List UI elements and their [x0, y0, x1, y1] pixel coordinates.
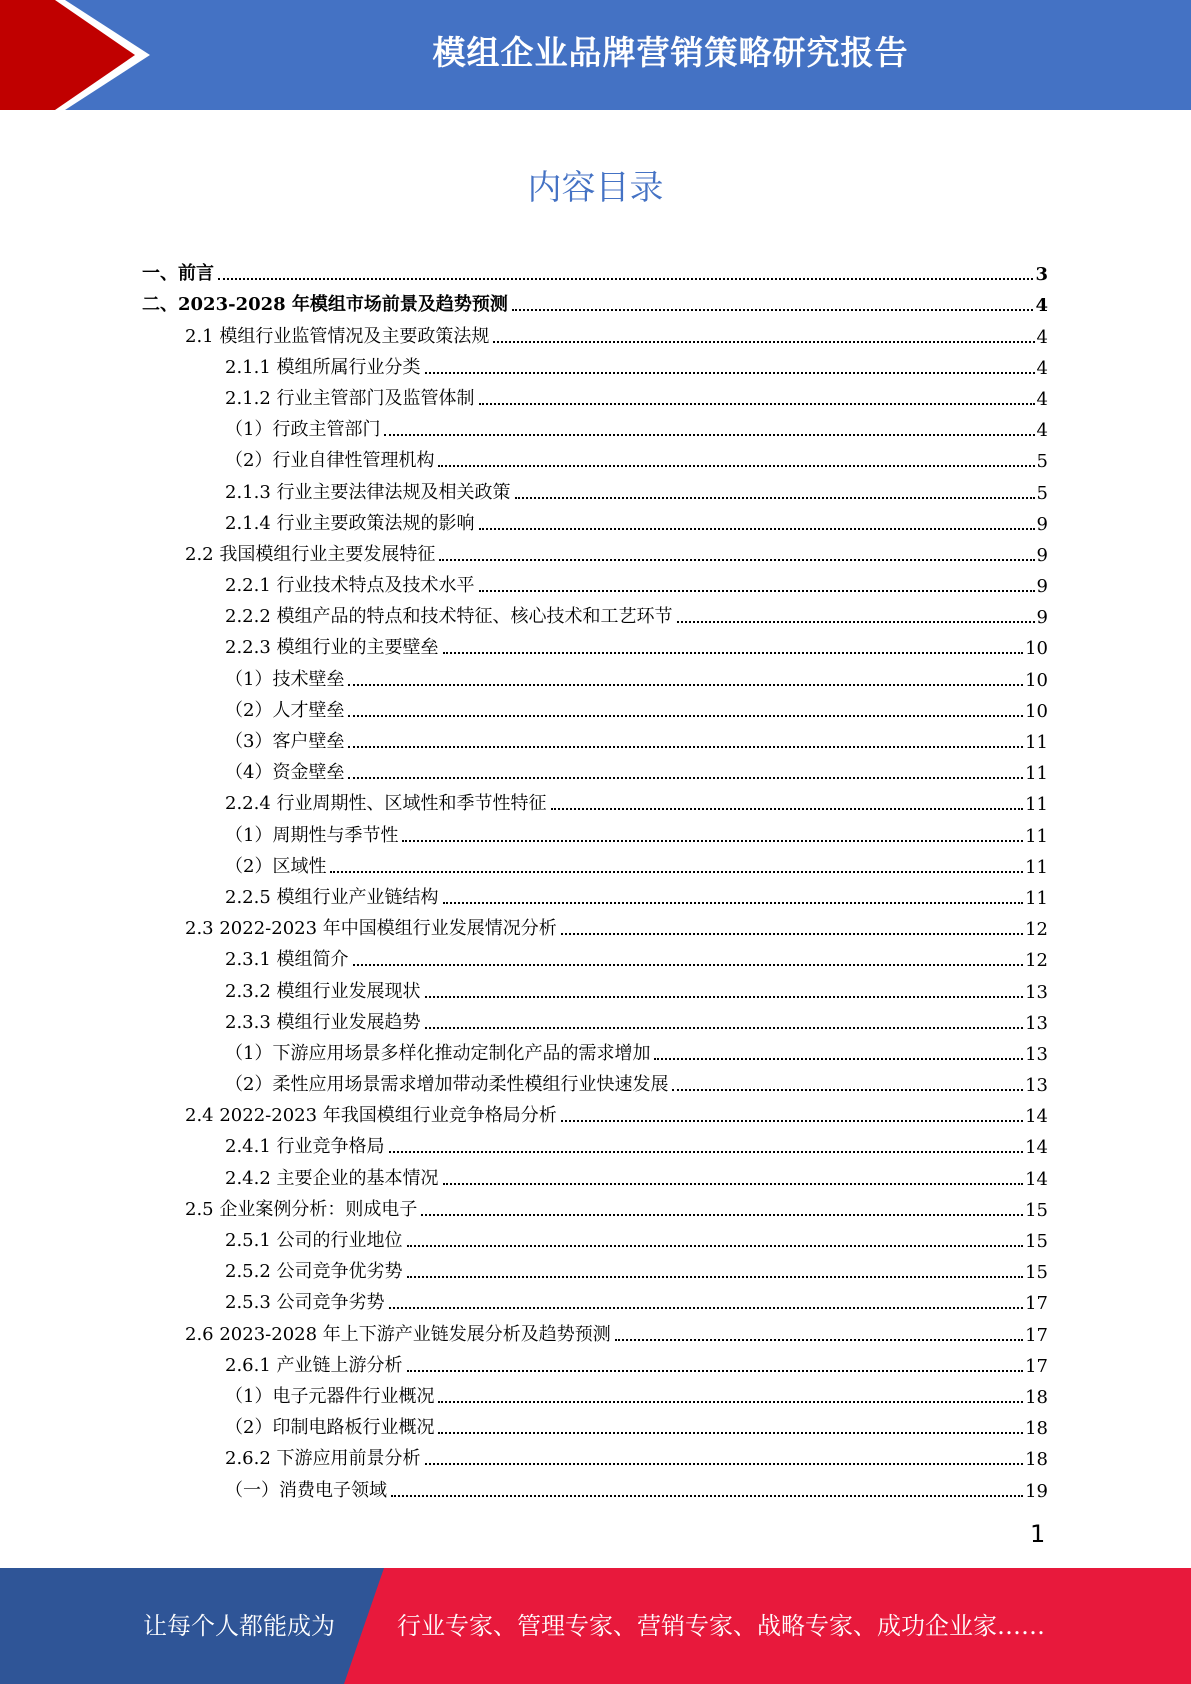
toc-entry-page: 3	[1035, 264, 1048, 286]
toc-entry-page: 12	[1025, 919, 1048, 941]
toc-entry[interactable]	[142, 441, 1048, 472]
toc-entry[interactable]	[142, 940, 1048, 971]
toc-entry-text: （1）周期性与季节性	[225, 824, 399, 846]
toc-entry-page: 4	[1036, 326, 1048, 348]
toc-entry[interactable]	[142, 504, 1048, 535]
toc-entry[interactable]	[142, 909, 1048, 940]
toc-entry-text: 2.1.1 模组所属行业分类	[225, 356, 421, 378]
dot-leader	[515, 497, 1035, 499]
dot-leader	[348, 777, 1023, 779]
dot-leader	[348, 715, 1023, 717]
dot-leader	[389, 1307, 1024, 1309]
toc-entry[interactable]	[142, 1127, 1048, 1158]
toc-entry[interactable]	[142, 628, 1048, 659]
toc-entry-page: 4	[1036, 357, 1048, 379]
dot-leader	[439, 559, 1034, 561]
toc-entry-page: 13	[1025, 1012, 1048, 1034]
toc-entry-text: 2.2.4 行业周期性、区域性和季节性特征	[225, 793, 547, 815]
toc-entry-text: 2.6.1 产业链上游分析	[225, 1354, 403, 1376]
toc-entry-text: 2.1 模组行业监管情况及主要政策法规	[185, 325, 490, 347]
dot-leader	[443, 1183, 1024, 1185]
dot-leader	[479, 403, 1035, 405]
dot-leader	[493, 341, 1034, 343]
toc-entry-page: 11	[1025, 887, 1048, 909]
dot-leader	[425, 996, 1024, 998]
toc-entry[interactable]	[142, 410, 1048, 441]
toc-entry[interactable]	[142, 1377, 1048, 1408]
toc-entry-text: 2.3.1 模组简介	[225, 949, 349, 971]
toc-entry-page: 5	[1036, 451, 1048, 473]
toc-entry-text: 2.4.2 主要企业的基本情况	[225, 1167, 439, 1189]
toc-entry[interactable]	[142, 1003, 1048, 1034]
toc-entry-text: 2.1.4 行业主要政策法规的影响	[225, 512, 475, 534]
table-of-contents	[142, 254, 1048, 1502]
footer-slogan-left: 让每个人都能成为	[143, 1612, 335, 1640]
toc-entry-text: （1）电子元器件行业概况	[225, 1385, 435, 1407]
footer-slogan-right: 行业专家、管理专家、营销专家、战略专家、成功企业家……	[397, 1612, 1045, 1640]
toc-entry-text: 2.2.5 模组行业产业链结构	[225, 886, 439, 908]
toc-entry-page: 18	[1025, 1386, 1048, 1408]
toc-entry-page: 17	[1025, 1355, 1048, 1377]
dot-leader	[551, 808, 1024, 810]
dot-leader	[391, 1495, 1023, 1497]
toc-entry-text: （2）印制电路板行业概况	[225, 1417, 435, 1439]
toc-entry[interactable]	[142, 1346, 1048, 1377]
dot-leader	[407, 1276, 1024, 1278]
toc-entry-page: 13	[1025, 1043, 1048, 1065]
dot-leader	[421, 1214, 1023, 1216]
toc-entry-page: 11	[1025, 825, 1048, 847]
toc-entry-page: 10	[1025, 700, 1048, 722]
toc-entry-page: 17	[1025, 1324, 1048, 1346]
dot-leader	[402, 840, 1023, 842]
toc-entry-page: 19	[1025, 1480, 1048, 1502]
dot-leader	[479, 590, 1035, 592]
toc-entry[interactable]	[142, 1065, 1048, 1096]
toc-entry[interactable]	[142, 1314, 1048, 1345]
toc-entry[interactable]	[142, 847, 1048, 878]
toc-entry-page: 5	[1036, 482, 1048, 504]
toc-entry-page: 9	[1036, 607, 1048, 629]
dot-leader	[330, 871, 1023, 873]
toc-entry-page: 14	[1025, 1137, 1048, 1159]
toc-entry-text: （3）客户壁垒	[225, 731, 345, 752]
toc-entry-text: 2.4 2022-2023 年我国模组行业竞争格局分析	[185, 1105, 557, 1127]
toc-entry-page: 11	[1025, 763, 1048, 785]
dot-leader	[438, 1401, 1023, 1403]
toc-entry[interactable]	[142, 1439, 1048, 1470]
toc-entry-text: （4）资金壁垒	[225, 762, 345, 784]
dot-leader	[425, 372, 1035, 374]
toc-entry-text: 2.5.1 公司的行业地位	[225, 1230, 403, 1251]
dot-leader	[384, 434, 1034, 436]
dot-leader	[348, 684, 1023, 686]
dot-leader	[438, 1432, 1023, 1434]
toc-entry-page: 9	[1036, 544, 1048, 566]
toc-entry-page: 10	[1025, 669, 1048, 691]
toc-entry-text: 2.4.1 行业竞争格局	[225, 1136, 385, 1158]
dot-leader	[561, 1120, 1023, 1122]
dot-leader	[438, 465, 1034, 467]
toc-entry[interactable]	[142, 971, 1048, 1002]
dot-leader	[407, 1370, 1024, 1372]
toc-entry-page: 18	[1025, 1418, 1048, 1440]
toc-entry-text: 2.1.2 行业主管部门及监管体制	[225, 387, 475, 409]
toc-entry-text: （2）行业自律性管理机构	[225, 450, 435, 472]
toc-entry-text: 2.2.3 模组行业的主要壁垒	[225, 637, 439, 659]
toc-entry[interactable]	[142, 1252, 1048, 1283]
toc-entry[interactable]	[142, 1283, 1048, 1314]
toc-entry-page: 13	[1025, 1075, 1048, 1097]
toc-entry-text: 2.2.1 行业技术特点及技术水平	[225, 575, 475, 597]
toc-entry-page: 9	[1036, 513, 1048, 535]
toc-entry-page: 11	[1025, 794, 1048, 816]
toc-entry-page: 4	[1036, 420, 1048, 442]
toc-entry[interactable]	[142, 254, 1048, 285]
dot-leader	[425, 1027, 1024, 1029]
toc-entry-text: 2.3.2 模组行业发展现状	[225, 980, 421, 1002]
toc-entry-text: 二、2023-2028 年模组市场前景及趋势预测	[142, 294, 508, 316]
dot-leader	[677, 621, 1035, 623]
toc-entry[interactable]	[142, 815, 1048, 846]
toc-entry-page: 17	[1025, 1293, 1048, 1315]
toc-entry-text: 2.6 2023-2028 年上下游产业链发展分析及趋势预测	[185, 1323, 611, 1345]
dot-leader	[654, 1058, 1023, 1060]
dot-leader	[407, 1245, 1024, 1247]
toc-entry-text: 2.1.3 行业主要法律法规及相关政策	[225, 481, 511, 503]
toc-entry[interactable]	[142, 753, 1048, 784]
toc-entry[interactable]	[142, 722, 1048, 753]
toc-entry-page: 10	[1025, 638, 1048, 660]
toc-entry[interactable]	[142, 1408, 1048, 1439]
toc-entry[interactable]	[142, 566, 1048, 597]
report-title: 模组企业品牌营销策略研究报告	[432, 33, 909, 72]
toc-entry-page: 12	[1025, 950, 1048, 972]
toc-entry-text: 2.5.3 公司竞争劣势	[225, 1292, 385, 1314]
dot-leader	[389, 1151, 1024, 1153]
toc-entry-text: 2.2.2 模组产品的特点和技术特征、核心技术和工艺环节	[225, 606, 673, 628]
toc-entry-page: 13	[1025, 981, 1048, 1003]
toc-entry-text: 一、前言	[142, 263, 214, 285]
toc-entry-page: 4	[1035, 295, 1048, 317]
toc-entry-page: 4	[1036, 388, 1048, 410]
toc-entry[interactable]	[142, 878, 1048, 909]
toc-entry-page: 14	[1025, 1106, 1048, 1128]
toc-entry-page: 15	[1025, 1199, 1048, 1221]
toc-entry-text: （1）下游应用场景多样化推动定制化产品的需求增加	[225, 1042, 651, 1064]
toc-entry[interactable]	[142, 1190, 1048, 1221]
toc-title: 内容目录	[527, 168, 664, 208]
footer-banner	[0, 1568, 1191, 1684]
dot-leader	[672, 1089, 1023, 1091]
dot-leader	[512, 309, 1034, 311]
toc-entry-text: 2.6.2 下游应用前景分析	[225, 1448, 421, 1470]
toc-entry-text: 2.3.3 模组行业发展趋势	[225, 1011, 421, 1033]
toc-entry[interactable]	[142, 691, 1048, 722]
toc-entry[interactable]	[142, 659, 1048, 690]
toc-entry-text: （1）技术壁垒	[225, 668, 345, 690]
toc-entry-page: 14	[1025, 1168, 1048, 1190]
toc-entry[interactable]	[142, 1221, 1048, 1252]
toc-entry[interactable]	[142, 1096, 1048, 1127]
toc-entry-page: 18	[1025, 1449, 1048, 1471]
toc-entry-text: （2）人才壁垒	[225, 699, 345, 721]
toc-entry-page: 11	[1025, 856, 1048, 878]
toc-entry[interactable]	[142, 1158, 1048, 1189]
dot-leader	[479, 528, 1035, 530]
toc-entry-page: 9	[1036, 576, 1048, 598]
toc-entry[interactable]	[142, 1034, 1048, 1065]
toc-entry[interactable]	[142, 348, 1048, 379]
toc-entry-text: 2.2 我国模组行业主要发展特征	[185, 543, 436, 565]
dot-leader	[425, 1463, 1024, 1465]
toc-entry[interactable]	[142, 285, 1048, 316]
dot-leader	[218, 278, 1033, 280]
toc-entry-text: （2）区域性	[225, 855, 327, 877]
dot-leader	[561, 933, 1023, 935]
toc-entry[interactable]	[142, 1470, 1048, 1501]
toc-entry-text: 2.5 企业案例分析：则成电子	[185, 1198, 418, 1220]
toc-entry[interactable]	[142, 597, 1048, 628]
page-number: 1	[1030, 1520, 1046, 1548]
dot-leader	[443, 902, 1024, 904]
toc-entry[interactable]	[142, 535, 1048, 566]
dot-leader	[353, 964, 1024, 966]
toc-entry-text: （一）消费电子领域	[225, 1479, 387, 1501]
toc-entry[interactable]	[142, 316, 1048, 347]
dot-leader	[615, 1339, 1023, 1341]
toc-entry[interactable]	[142, 784, 1048, 815]
toc-entry-page: 11	[1025, 732, 1048, 753]
toc-entry-text: 2.3 2022-2023 年中国模组行业发展情况分析	[185, 918, 557, 940]
toc-entry[interactable]	[142, 472, 1048, 503]
toc-entry-page: 15	[1025, 1262, 1048, 1284]
dot-leader	[443, 652, 1024, 654]
toc-entry-text: （1）行政主管部门	[225, 419, 381, 441]
dot-leader	[348, 746, 1023, 748]
toc-entry-text: （2）柔性应用场景需求增加带动柔性模组行业快速发展	[225, 1074, 669, 1096]
toc-entry-text: 2.5.2 公司竞争优劣势	[225, 1261, 403, 1283]
toc-entry-page: 15	[1025, 1231, 1048, 1252]
header-banner	[0, 0, 1191, 110]
toc-entry[interactable]	[142, 379, 1048, 410]
